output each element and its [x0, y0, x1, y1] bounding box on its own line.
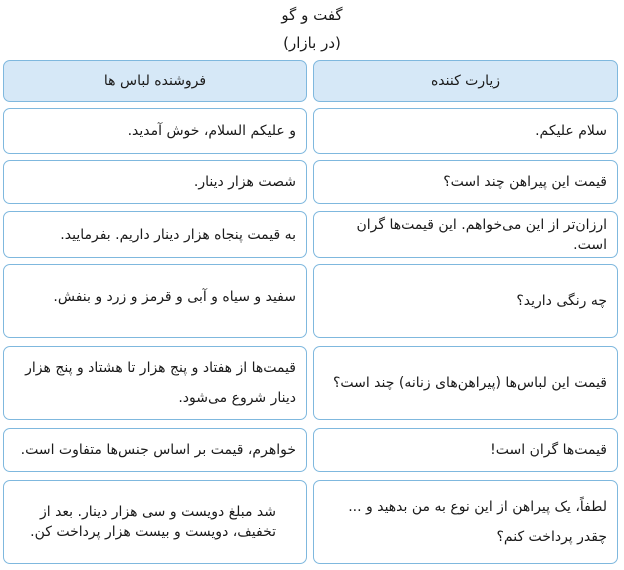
dialogue-subtitle: (در بازار)	[283, 34, 341, 52]
visitor-header-label: زیارت کننده	[430, 73, 501, 89]
seller-line-1	[3, 108, 307, 154]
seller-line-5	[3, 346, 307, 420]
visitor-text: قیمت این پیراهن چند است؟	[443, 174, 607, 190]
seller-text: و علیکم السلام، خوش آمدید.	[127, 123, 296, 139]
visitor-header	[313, 60, 618, 102]
visitor-line-7	[313, 480, 618, 564]
seller-line-4	[3, 264, 307, 338]
seller-text: شصت هزار دینار.	[193, 174, 296, 190]
visitor-text: سلام علیکم.	[535, 123, 607, 139]
seller-text: قیمت‌ها از هفتاد و پنج هزار تا هشتاد و پنج هزار دینار شروع می‌شود.	[25, 360, 296, 406]
dialogue-title: گفت و گو	[281, 6, 343, 24]
seller-text: شد مبلغ دویست و سی هزار دینار. بعد از تخفیف، دویست و بیست هزار پرداخت کن.	[30, 504, 276, 540]
visitor-line-4	[313, 264, 618, 338]
seller-line-2	[3, 160, 307, 204]
seller-text: به قیمت پنجاه هزار دینار داریم. بفرمایید.	[60, 226, 296, 243]
visitor-line-1	[313, 108, 618, 154]
visitor-text: ارزان‌تر از این می‌خواهم. این قیمت‌ها گران است.	[356, 216, 607, 253]
visitor-line-6	[313, 428, 618, 472]
visitor-text: چه رنگی دارید؟	[516, 293, 607, 309]
visitor-line-5	[313, 346, 618, 420]
seller-line-7	[3, 480, 307, 564]
visitor-line-2	[313, 160, 618, 204]
seller-text: سفید و سیاه و آبی و قرمز و زرد و بنفش.	[53, 289, 296, 305]
visitor-text: لطفاً، یک پیراهن از این نوع به من بدهید و ... چقدر پرداخت کنم؟	[348, 499, 607, 545]
seller-line-3	[3, 211, 307, 258]
visitor-text: قیمت‌ها گران است!	[490, 442, 607, 458]
visitor-text: قیمت این لباس‌ها (پیراهن‌های زنانه) چند است؟	[332, 375, 607, 391]
seller-header	[3, 60, 307, 102]
seller-text: خواهرم، قیمت بر اساس جنس‌ها متفاوت است.	[20, 442, 296, 458]
seller-header-label: فروشنده لباس ها	[103, 73, 207, 89]
seller-line-6	[3, 428, 307, 472]
visitor-line-3	[313, 211, 618, 258]
